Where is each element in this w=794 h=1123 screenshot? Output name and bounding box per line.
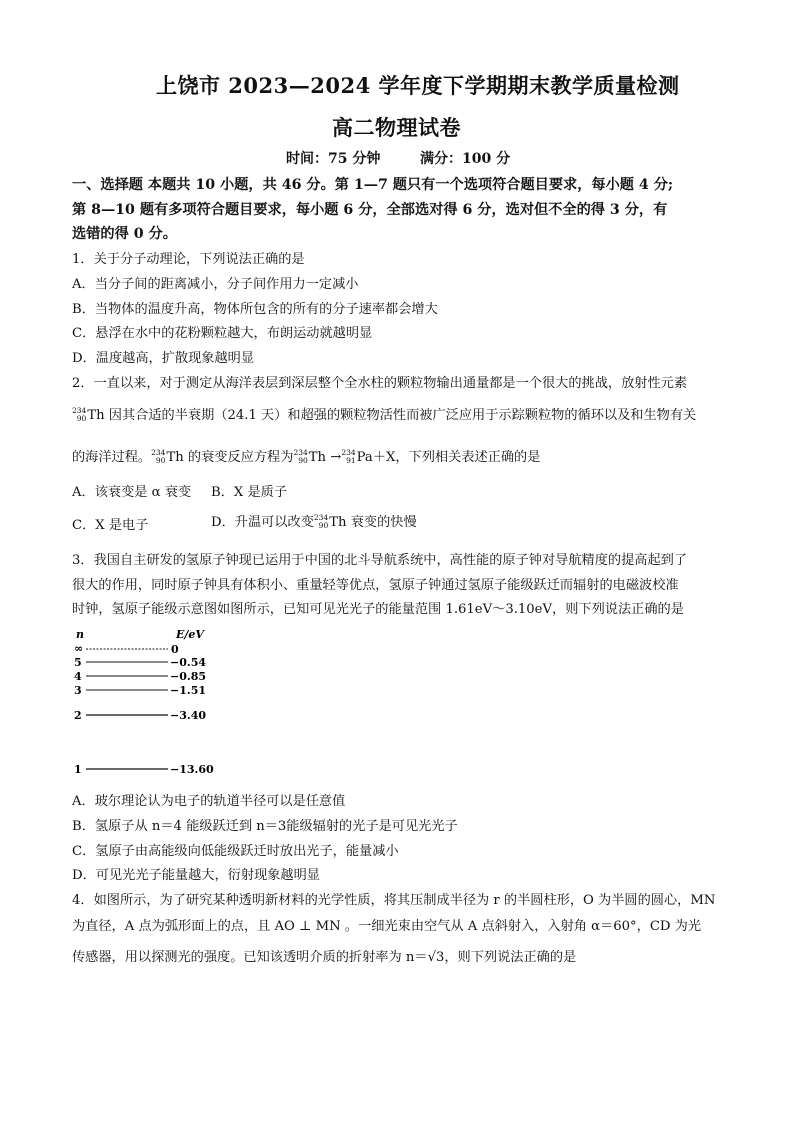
q1-option-b: B．当物体的温度升高，物体所包含的所有的分子速率都会增大 [72,302,438,317]
level-e-3: −1.51 [170,684,207,697]
level-e-inf: 0 [171,643,179,656]
q2-stem-line3: 的海洋过程。 234 90 Th 的衰变反应方程为 234 90 Th → 234 91 Pa＋X，下列相关表述正确的是 [72,447,541,465]
section1-line1: 一、选择题 本题共 10 小题，共 46 分。第 1—7 题只有一个选项符合题目要求，每小题 4 分; [72,177,674,193]
q3-option-a: A．玻尔理论认为电子的轨道半径可以是任意值 [72,794,346,809]
q2-stem-line1: 2．一直以来，对于测定从海洋表层到深层整个全水柱的颗粒物输出通量都是一个很大的挑战，放射性元素 [72,376,688,391]
level-e-4: −0.85 [170,670,207,683]
energy-level-diagram [70,624,230,780]
q3-stem-line3: 时钟，氢原子能级示意图如图所示，已知可见光光子的能量范围 1.61eV～3.10eV，则下列说法正确的是 [72,602,684,617]
q2-stem-line2: 234 90 Th 因其合适的半衰期（24.1 天）和超强的颗粒物活性而被广泛应用于示踪颗粒物的循环以及和生物有关 [72,405,697,423]
exam-score: 满分：100 分 [420,151,511,167]
q3-stem-line1: 3．我国自主研发的氢原子钟现已运用于中国的北斗导航系统中，高性能的原子钟对导航精度的提高起到了 [72,553,688,568]
level-n-1: 1 [74,763,82,776]
q2-option-c: C．X 是电子 [72,518,149,533]
q4-stem-line1: 4．如图所示，为了研究某种透明新材料的光学性质，将其压制成半径为 r 的半圆柱形，O 为半圆的圆心，MN [72,893,716,908]
level-n-5: 5 [74,656,82,669]
sqrt-three: √3 [427,950,445,965]
q3-option-c: C．氢原子由高能级向低能级跃迁时放出光子，能量减小 [72,844,399,859]
level-n-2: 2 [74,709,82,722]
diagram-n-label: n [76,628,84,641]
level-e-1: −13.60 [170,763,214,776]
q2-isotope-th: 234 90 [72,405,87,423]
q1-option-a: A．当分子间的距离减小，分子间作用力一定减小 [72,277,359,292]
exam-time: 时间：75 分钟 [286,151,381,167]
level-e-2: −3.40 [170,709,207,722]
q1-option-c: C．悬浮在水中的花粉颗粒越大，布朗运动就越明显 [72,326,373,341]
level-e-5: −0.54 [170,656,207,669]
q2-option-a: A．该衰变是 α 衰变 [72,485,192,500]
section1-line2: 第 8—10 题有多项符合题目要求，每小题 6 分，全部选对得 6 分，选对但不全的得 3 分，有 [72,202,668,218]
q1-stem: 1．关于分子动理论，下列说法正确的是 [72,252,305,267]
q2-option-b: B．X 是质子 [211,485,288,500]
exam-title: 上饶市 2023—2024 学年度下学期期末教学质量检测 [156,73,680,98]
level-n-3: 3 [74,684,82,697]
exam-subtitle: 高二物理试卷 [332,115,461,140]
q2-option-d: D．升温可以改变 234 90 Th 衰变的快慢 [211,512,417,530]
q3-stem-line2: 很大的作用，同时原子钟具有体积小、重量轻等优点，氢原子钟通过氢原子能级跃迁而辐射的电磁波校准 [72,578,679,593]
q4-stem-line3: 传感器，用以探测光的强度。已知该透明介质的折射率为 n＝√3，则下列说法正确的是 [72,950,577,965]
level-n-4: 4 [74,670,82,683]
level-n-inf: ∞ [74,642,84,655]
q3-option-d: D．可见光光子能量越大，衍射现象越明显 [72,868,320,883]
section1-line3: 选错的得 0 分。 [72,226,177,242]
q1-option-d: D．温度越高，扩散现象越明显 [72,351,255,366]
diagram-e-label: E/eV [176,628,204,641]
q4-stem-line2: 为直径，A 点为弧形面上的点，且 AO ⊥ MN 。一细光束由空气从 A 点斜射入，入射角 α＝60°，CD 为光 [72,919,702,934]
q3-option-b: B．氢原子从 n＝4 能级跃迁到 n＝3能级辐射的光子是可见光光子 [72,819,458,834]
